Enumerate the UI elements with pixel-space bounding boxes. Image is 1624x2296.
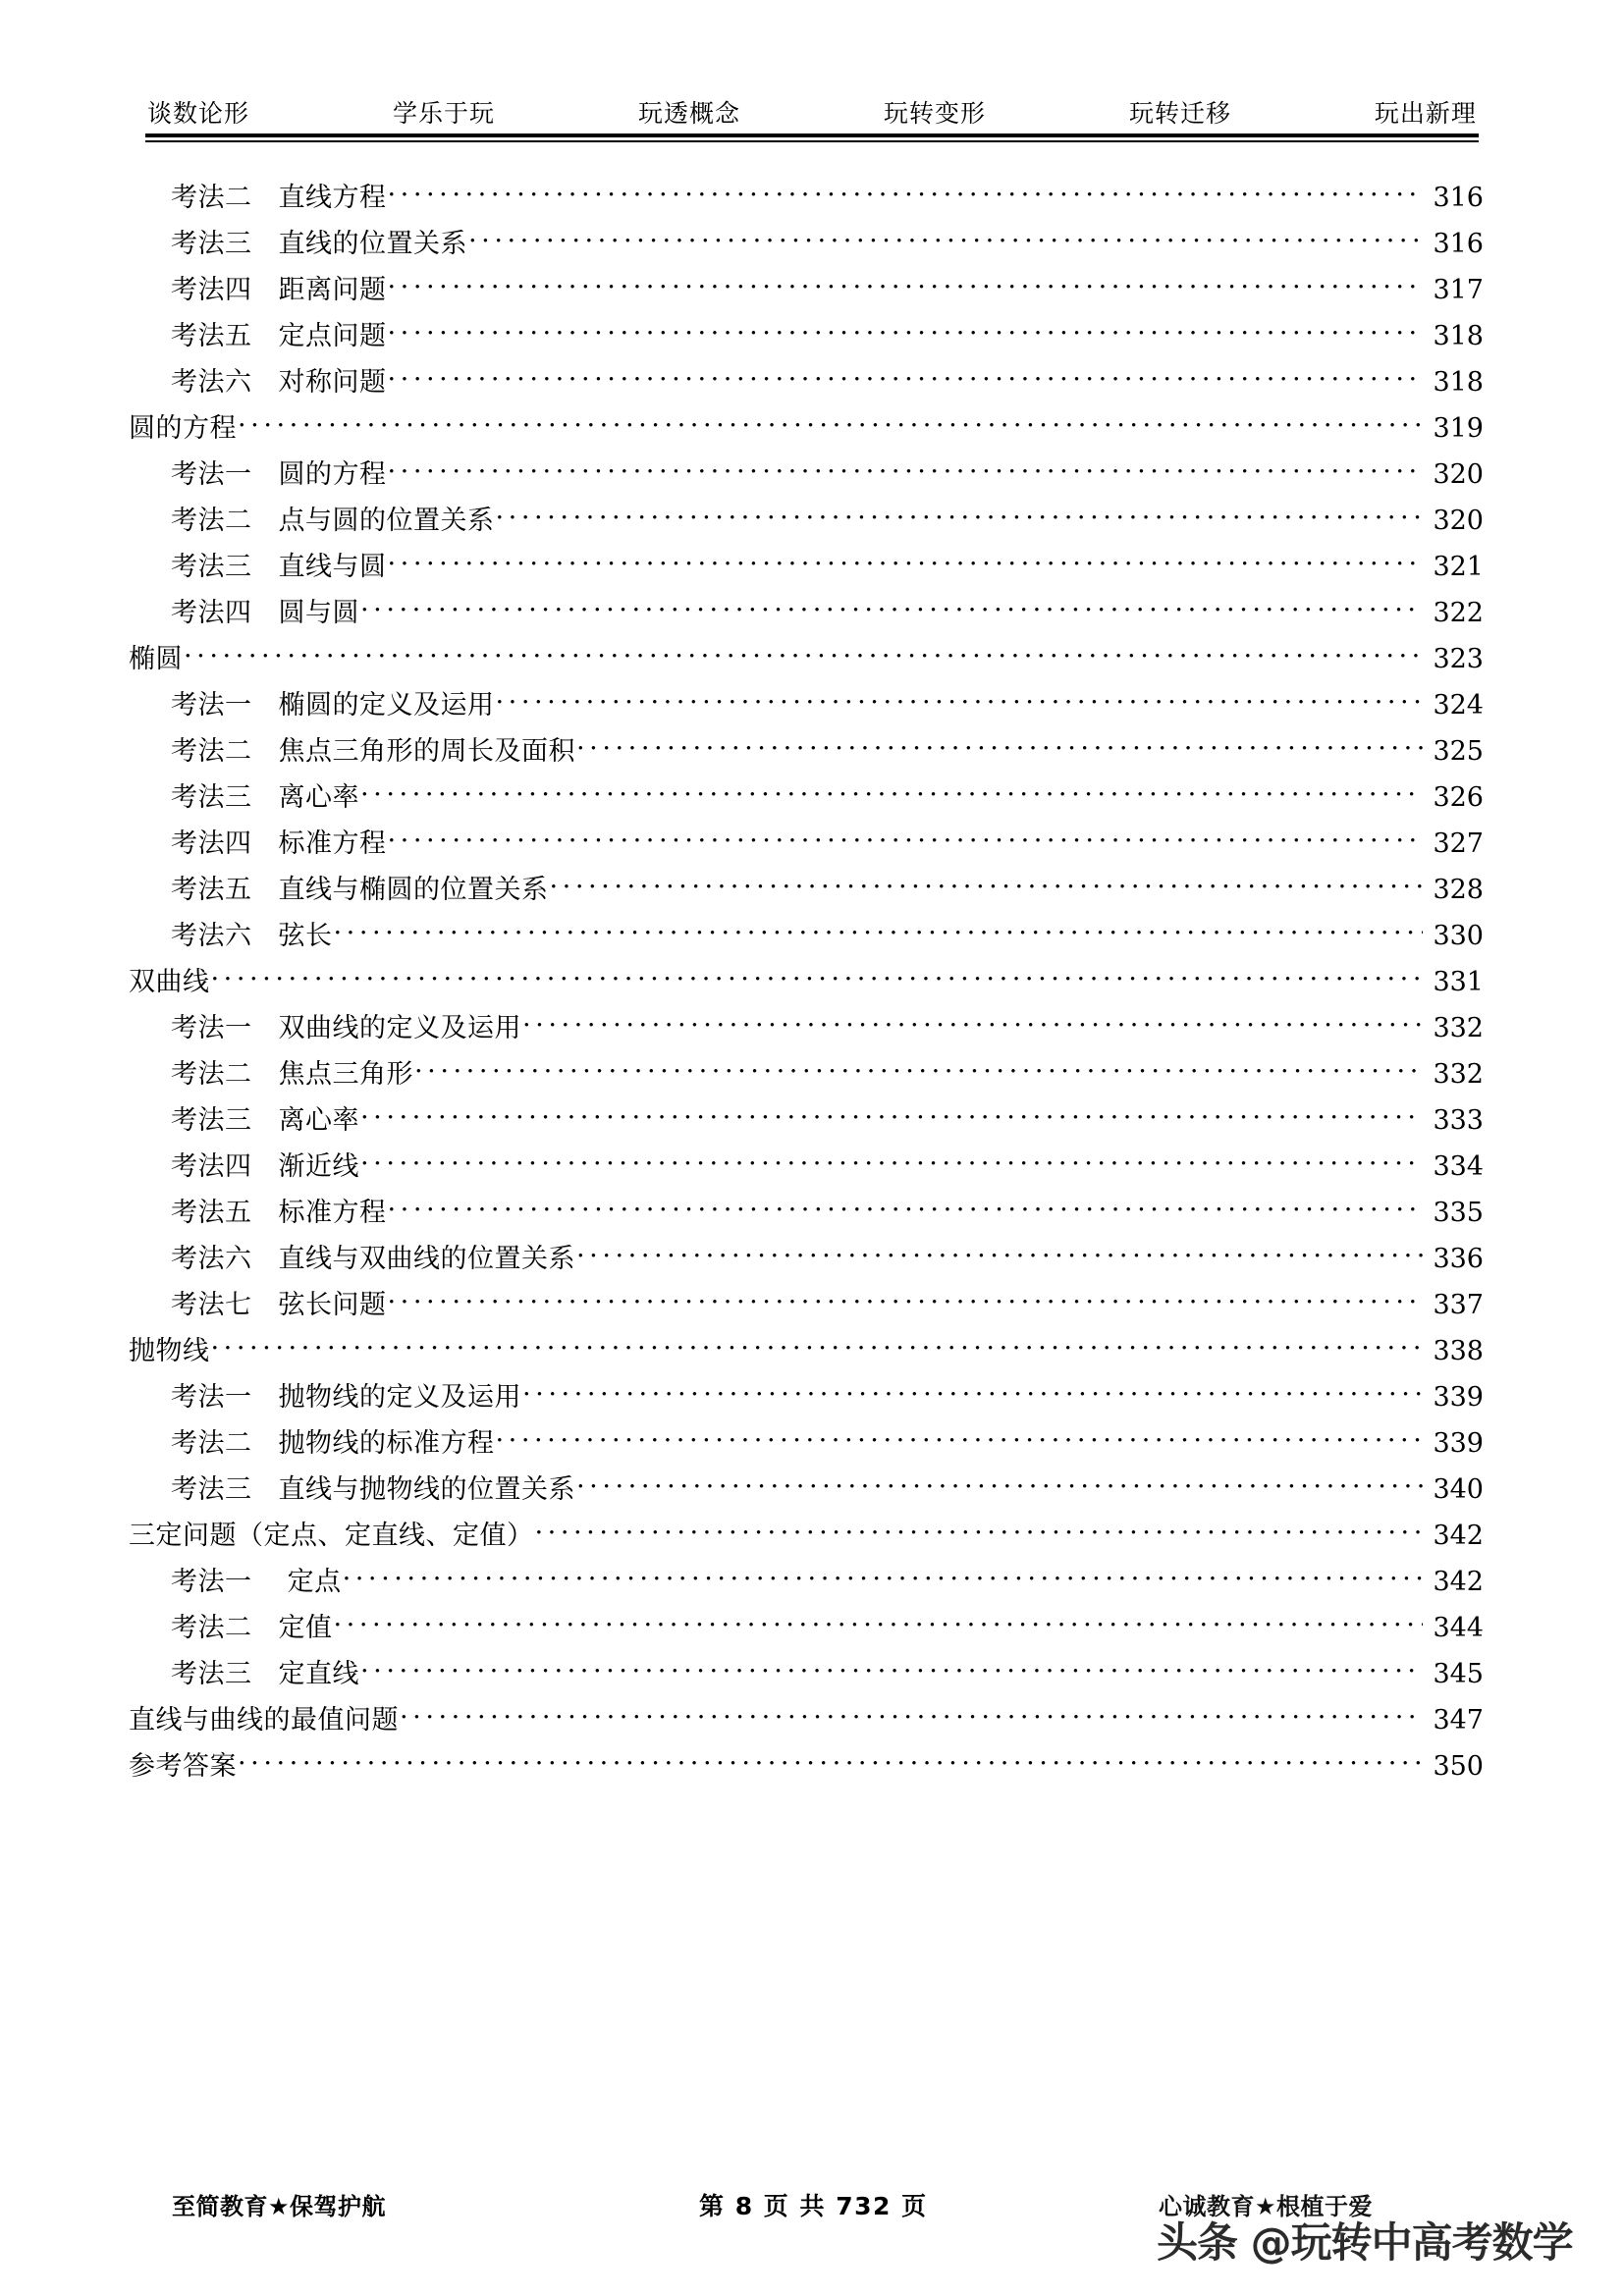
toc-entry[interactable] — [129, 1651, 1484, 1697]
toc-entry-title: 焦点三角形的周长及面积 — [278, 736, 575, 767]
toc-entry-page-number: 332 — [1433, 1059, 1484, 1090]
toc-entry[interactable] — [129, 1144, 1484, 1190]
toc-entry-page-number: 320 — [1433, 506, 1484, 536]
toc-entry-page-number: 338 — [1433, 1336, 1484, 1366]
toc-entry-code: 考法三 — [171, 1659, 252, 1689]
toc-entry[interactable] — [129, 913, 1484, 959]
toc-leader-dots — [238, 1745, 1423, 1775]
toc-entry-label — [129, 405, 237, 452]
toc-entry-page-number: 339 — [1433, 1428, 1484, 1459]
toc-entry-label — [171, 590, 359, 636]
toc-entry-title: 离心率 — [278, 1105, 359, 1136]
header-item-4: 玩转变形 — [883, 99, 986, 128]
toc-entry-label — [171, 821, 387, 867]
toc-entry-page-number: 332 — [1433, 1013, 1484, 1043]
footer-right-brand: 心诚教育★根植于爱 — [1159, 2193, 1374, 2220]
toc-entry-label — [171, 1559, 342, 1605]
toc-entry[interactable] — [129, 1282, 1484, 1328]
toc-entry-code: 考法一 — [171, 1013, 252, 1043]
toc-entry-title: 抛物线的标准方程 — [278, 1428, 495, 1459]
toc-entry-code: 考法六 — [171, 367, 252, 398]
toc-entry-code: 考法五 — [171, 321, 252, 351]
toc-leader-dots — [535, 1515, 1424, 1544]
toc-entry-title: 离心率 — [278, 782, 359, 813]
toc-entry-title: 对称问题 — [278, 367, 387, 398]
toc-entry[interactable] — [129, 1190, 1484, 1236]
toc-entry-label — [171, 1051, 413, 1097]
toc-leader-dots — [388, 823, 1424, 852]
toc-entry[interactable] — [129, 636, 1484, 682]
toc-entry-page-number: 320 — [1433, 459, 1484, 490]
toc-entry-code: 考法二 — [171, 1428, 252, 1459]
toc-entry-label — [171, 1097, 359, 1144]
toc-entry[interactable] — [129, 405, 1484, 452]
toc-entry-page-number: 342 — [1433, 1521, 1484, 1551]
toc-entry-code: 考法一 — [171, 1382, 252, 1413]
toc-entry-title: 双曲线 — [129, 967, 210, 997]
toc-leader-dots — [576, 1238, 1423, 1267]
toc-entry-title: 直线方程 — [278, 183, 387, 213]
toc-entry-page-number: 322 — [1433, 598, 1484, 628]
toc-entry-title: 圆与圆 — [278, 598, 359, 628]
toc-leader-dots — [388, 1192, 1424, 1221]
toc-entry-title: 抛物线 — [129, 1336, 210, 1366]
toc-leader-dots — [360, 1099, 1423, 1129]
toc-entry-label — [171, 175, 387, 221]
toc-entry-code: 考法二 — [171, 506, 252, 536]
toc-entry-title: 椭圆 — [129, 644, 183, 674]
toc-entry-title: 定点 — [278, 1567, 342, 1597]
toc-entry-title: 参考答案 — [129, 1751, 237, 1782]
toc-entry-code: 考法六 — [171, 1244, 252, 1274]
toc-leader-dots — [550, 869, 1424, 898]
toc-entry[interactable] — [129, 267, 1484, 313]
toc-leader-dots — [388, 269, 1424, 298]
header-item-1: 谈数论形 — [147, 99, 250, 128]
toc-entry[interactable] — [129, 175, 1484, 221]
toc-entry-label — [171, 1005, 521, 1051]
toc-leader-dots — [400, 1699, 1423, 1729]
toc-entry[interactable] — [129, 590, 1484, 636]
toc-entry-title: 定直线 — [278, 1659, 359, 1689]
toc-entry-code: 考法二 — [171, 1613, 252, 1643]
toc-entry-label — [171, 1282, 387, 1328]
toc-entry-label — [171, 221, 467, 267]
toc-leader-dots — [388, 546, 1424, 575]
header-item-5: 玩转迁移 — [1128, 99, 1231, 128]
toc-entry-title: 直线与圆 — [278, 552, 387, 582]
toc-leader-dots — [388, 177, 1424, 206]
toc-entry-page-number: 325 — [1433, 736, 1484, 767]
toc-entry-title: 三定问题（定点、定直线、定值） — [129, 1521, 534, 1551]
toc-entry-label — [171, 682, 495, 728]
toc-leader-dots — [334, 1607, 1424, 1636]
toc-entry-code: 考法三 — [171, 1105, 252, 1136]
toc-entry[interactable] — [129, 821, 1484, 867]
toc-entry-page-number: 336 — [1433, 1244, 1484, 1274]
toc-leader-dots — [388, 361, 1424, 391]
toc-entry[interactable] — [129, 1743, 1484, 1789]
toc-entry-label — [171, 774, 359, 821]
toc-entry-label — [171, 313, 387, 359]
toc-entry-page-number: 328 — [1433, 875, 1484, 905]
toc-entry[interactable] — [129, 1236, 1484, 1282]
toc-leader-dots — [388, 315, 1424, 345]
toc-entry-page-number: 350 — [1433, 1751, 1484, 1782]
toc-entry-title: 定值 — [278, 1613, 333, 1643]
toc-entry[interactable] — [129, 1697, 1484, 1743]
toc-entry[interactable] — [129, 1559, 1484, 1605]
toc-entry[interactable] — [129, 774, 1484, 821]
toc-entry-title: 标准方程 — [278, 1198, 387, 1228]
toc-entry-page-number: 316 — [1433, 183, 1484, 213]
toc-entry[interactable] — [129, 1051, 1484, 1097]
toc-entry[interactable] — [129, 728, 1484, 774]
toc-leader-dots — [576, 1468, 1423, 1498]
toc-entry-label — [171, 498, 495, 544]
table-of-contents — [129, 175, 1484, 1789]
toc-entry-page-number: 317 — [1433, 275, 1484, 305]
toc-entry-title: 圆的方程 — [129, 413, 237, 444]
toc-entry-label — [171, 1374, 521, 1420]
toc-entry[interactable] — [129, 1097, 1484, 1144]
toc-entry-code: 考法二 — [171, 183, 252, 213]
toc-entry-code: 考法四 — [171, 275, 252, 305]
header-slogan-row — [145, 94, 1479, 133]
toc-entry-label — [129, 959, 210, 1005]
toc-entry-label — [129, 1328, 210, 1374]
toc-entry-page-number: 318 — [1433, 367, 1484, 398]
header-item-2: 学乐于玩 — [392, 99, 495, 128]
toc-entry-label — [171, 452, 387, 498]
toc-entry-title: 直线的位置关系 — [278, 229, 467, 259]
toc-leader-dots — [388, 1284, 1424, 1313]
toc-entry-title: 定点问题 — [278, 321, 387, 351]
toc-entry-label — [171, 1236, 575, 1282]
toc-entry-code: 考法五 — [171, 1198, 252, 1228]
toc-entry-title: 距离问题 — [278, 275, 387, 305]
toc-entry[interactable] — [129, 959, 1484, 1005]
toc-entry[interactable] — [129, 682, 1484, 728]
toc-entry-code: 考法三 — [171, 1474, 252, 1505]
toc-entry-code: 考法四 — [171, 1151, 252, 1182]
toc-entry-page-number: 335 — [1433, 1198, 1484, 1228]
toc-leader-dots — [184, 638, 1423, 667]
toc-leader-dots — [360, 1146, 1423, 1175]
toc-leader-dots — [211, 1330, 1424, 1360]
toc-entry-page-number: 318 — [1433, 321, 1484, 351]
footer-page-indicator: 第 8 页 共 732 页 — [699, 2192, 928, 2220]
toc-entry-title: 直线与曲线的最值问题 — [129, 1705, 399, 1735]
toc-entry-page-number: 326 — [1433, 782, 1484, 813]
toc-entry[interactable] — [129, 544, 1484, 590]
toc-entry-page-number: 333 — [1433, 1105, 1484, 1136]
toc-entry-title: 标准方程 — [278, 828, 387, 859]
toc-entry-code: 考法一 — [171, 459, 252, 490]
toc-entry-page-number: 345 — [1433, 1659, 1484, 1689]
watermark-text: 头条 @玩转中高考数学 — [1157, 2218, 1573, 2267]
toc-entry-label — [171, 267, 387, 313]
toc-entry-page-number: 342 — [1433, 1567, 1484, 1597]
toc-entry-title: 渐近线 — [278, 1151, 359, 1182]
toc-entry-page-number: 319 — [1433, 413, 1484, 444]
toc-entry-code: 考法二 — [171, 736, 252, 767]
toc-entry-code: 考法三 — [171, 229, 252, 259]
toc-entry[interactable] — [129, 1005, 1484, 1051]
toc-entry-label — [171, 359, 387, 405]
toc-entry-page-number: 331 — [1433, 967, 1484, 997]
toc-entry-page-number: 347 — [1433, 1705, 1484, 1735]
toc-entry-page-number: 339 — [1433, 1382, 1484, 1413]
header-item-6: 玩出新理 — [1374, 99, 1477, 128]
toc-entry-label — [171, 544, 387, 590]
toc-leader-dots — [414, 1053, 1423, 1083]
toc-entry-title: 双曲线的定义及运用 — [278, 1013, 521, 1043]
toc-entry-page-number: 321 — [1433, 552, 1484, 582]
toc-leader-dots — [522, 1007, 1423, 1037]
toc-leader-dots — [343, 1561, 1423, 1590]
toc-leader-dots — [496, 1422, 1424, 1452]
toc-entry-title: 弦长 — [278, 921, 333, 951]
toc-leader-dots — [360, 1653, 1423, 1682]
toc-entry[interactable] — [129, 1328, 1484, 1374]
toc-entry-label — [171, 1420, 495, 1467]
toc-entry-code: 考法五 — [171, 875, 252, 905]
toc-entry-title: 点与圆的位置关系 — [278, 506, 495, 536]
toc-leader-dots — [576, 730, 1423, 760]
toc-entry-page-number: 344 — [1433, 1613, 1484, 1643]
toc-entry-page-number: 324 — [1433, 690, 1484, 721]
toc-entry-page-number: 330 — [1433, 921, 1484, 951]
toc-entry-title: 直线与抛物线的位置关系 — [278, 1474, 575, 1505]
toc-entry-code: 考法一 — [171, 690, 252, 721]
header-item-3: 玩透概念 — [637, 99, 740, 128]
footer-left-brand: 至简教育★保驾护航 — [172, 2193, 387, 2220]
toc-entry-code: 考法二 — [171, 1059, 252, 1090]
toc-entry-label — [129, 1697, 399, 1743]
toc-entry[interactable] — [129, 452, 1484, 498]
toc-entry[interactable] — [129, 221, 1484, 267]
toc-entry-title: 弦长问题 — [278, 1290, 387, 1320]
toc-leader-dots — [522, 1376, 1423, 1406]
toc-entry-code: 考法三 — [171, 552, 252, 582]
toc-entry-title: 圆的方程 — [278, 459, 387, 490]
header-rule-thin — [145, 140, 1479, 142]
toc-entry[interactable] — [129, 359, 1484, 405]
toc-leader-dots — [496, 500, 1424, 529]
toc-entry-code: 考法一 — [171, 1567, 252, 1597]
toc-entry-title: 焦点三角形 — [278, 1059, 413, 1090]
toc-leader-dots — [360, 592, 1423, 621]
toc-entry[interactable] — [129, 1605, 1484, 1651]
toc-entry-label — [129, 636, 183, 682]
toc-entry[interactable] — [129, 1513, 1484, 1559]
toc-leader-dots — [468, 223, 1423, 252]
toc-entry-page-number: 334 — [1433, 1151, 1484, 1182]
toc-leader-dots — [496, 684, 1424, 714]
running-header — [145, 94, 1479, 142]
toc-entry-title: 椭圆的定义及运用 — [278, 690, 495, 721]
toc-entry[interactable] — [129, 313, 1484, 359]
toc-entry-code: 考法四 — [171, 828, 252, 859]
toc-entry-title: 直线与双曲线的位置关系 — [278, 1244, 575, 1274]
toc-entry-label — [171, 867, 549, 913]
toc-leader-dots — [211, 961, 1424, 990]
toc-entry-title: 直线与椭圆的位置关系 — [278, 875, 549, 905]
toc-entry[interactable] — [129, 1374, 1484, 1420]
toc-leader-dots — [360, 776, 1423, 806]
toc-entry-label — [171, 1467, 575, 1513]
toc-entry-page-number: 337 — [1433, 1290, 1484, 1320]
toc-entry[interactable] — [129, 1420, 1484, 1467]
toc-entry-title: 抛物线的定义及运用 — [278, 1382, 521, 1413]
toc-entry-code: 考法六 — [171, 921, 252, 951]
toc-entry-code: 考法四 — [171, 598, 252, 628]
toc-entry-page-number: 316 — [1433, 229, 1484, 259]
toc-entry[interactable] — [129, 867, 1484, 913]
toc-entry-label — [171, 1190, 387, 1236]
toc-entry-page-number: 327 — [1433, 828, 1484, 859]
toc-entry-label — [171, 913, 333, 959]
toc-entry-label — [171, 1651, 359, 1697]
toc-entry[interactable] — [129, 1467, 1484, 1513]
toc-entry[interactable] — [129, 498, 1484, 544]
toc-entry-label — [171, 728, 575, 774]
toc-entry-code: 考法七 — [171, 1290, 252, 1320]
toc-entry-label — [171, 1605, 333, 1651]
toc-entry-label — [129, 1513, 534, 1559]
toc-leader-dots — [334, 915, 1424, 944]
toc-leader-dots — [388, 454, 1424, 483]
toc-entry-label — [171, 1144, 359, 1190]
toc-entry-page-number: 323 — [1433, 644, 1484, 674]
toc-entry-label — [129, 1743, 237, 1789]
toc-entry-page-number: 340 — [1433, 1474, 1484, 1505]
toc-entry-code: 考法三 — [171, 782, 252, 813]
toc-leader-dots — [238, 407, 1423, 437]
